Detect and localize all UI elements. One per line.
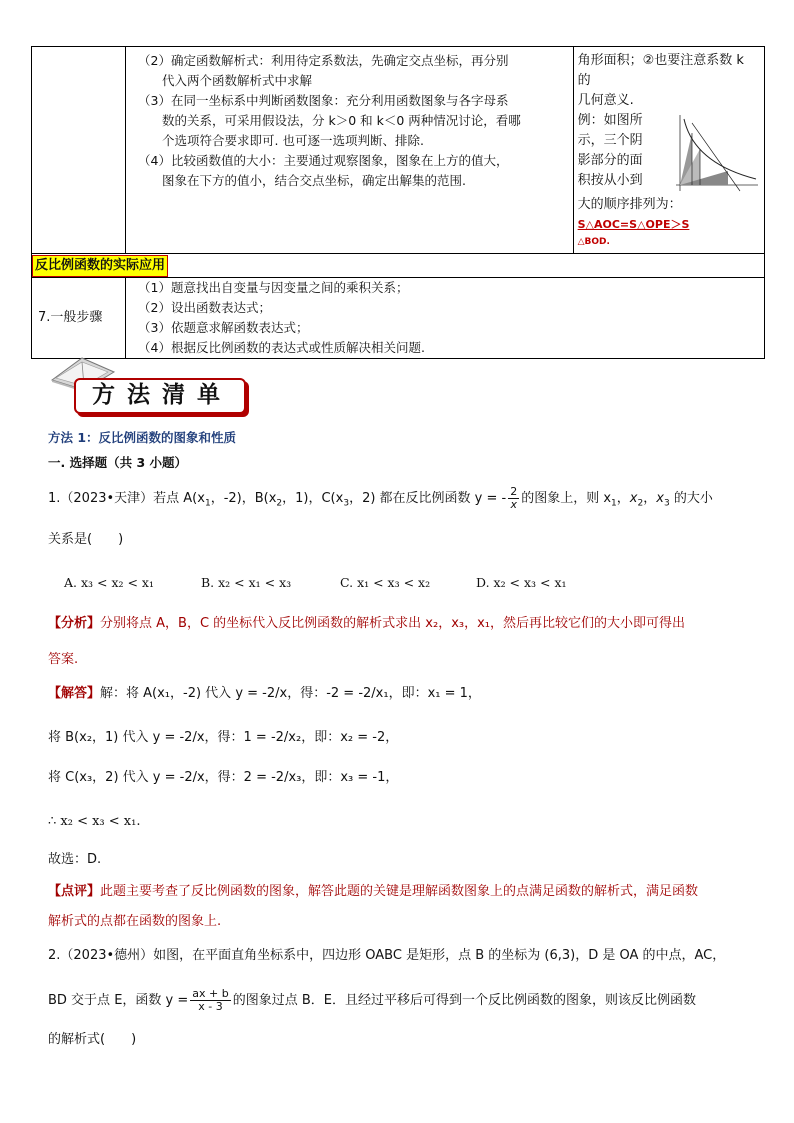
question-1-stem-line2: 关系是( ) bbox=[48, 532, 124, 547]
analysis-line2: 答案. bbox=[48, 652, 79, 667]
solution-line-3: 将 C(x₃，2) 代入 y = -2/x，得：2 = -2/x₃，即：x₃ = -1， bbox=[48, 770, 399, 785]
table-line: 几何意义. bbox=[577, 93, 634, 108]
table-line: 代入两个函数解析式中求解 bbox=[162, 73, 313, 88]
table-line: 积按从小到 bbox=[577, 173, 643, 188]
option-a: A. x₃ < x₂ < x₁ bbox=[64, 575, 154, 590]
solution-line-2: 将 B(x₂，1) 代入 y = -2/x，得：1 = -2/x₂，即：x₂ = -2， bbox=[48, 730, 399, 745]
table-cell-example bbox=[573, 47, 764, 254]
question-2-line1: 2.（2023•德州）如图，在平面直角坐标系中，四边形 OABC 是矩形，点 B 的坐标为 (6,3)，D 是 OA 的中点，AC， bbox=[48, 948, 726, 963]
hyperbola-figure bbox=[670, 113, 760, 193]
table-cell-empty bbox=[32, 47, 126, 254]
option-b: B. x₂ < x₁ < x₃ bbox=[201, 575, 292, 590]
choice-line: 故选：D. bbox=[48, 852, 102, 867]
table-line: 影部分的面 bbox=[577, 153, 643, 168]
table-line: （4）根据反比例函数的表达式或性质解决相关问题. bbox=[138, 340, 425, 355]
table-line: 大的顺序排列为：S△AOC=S△OPE＞S bbox=[577, 197, 690, 231]
table-line: （2）设出函数表达式； bbox=[138, 300, 271, 315]
table-line: 个选项符合要求即可. 也可逐一选项判断、排除. bbox=[162, 133, 424, 148]
fraction: $\frac{ax + b}{x - 3}$ bbox=[192, 987, 229, 1013]
method-title: 方法 1：反比例函数的图象和性质 bbox=[48, 430, 237, 445]
fraction: $\frac{2}{x}$ bbox=[510, 485, 518, 511]
table-row bbox=[32, 47, 765, 254]
table-cell-steps-label: 7.一般步骤 bbox=[32, 278, 126, 359]
table-line: （3）依题意求解函数表达式； bbox=[138, 320, 309, 335]
table-line: 图象在下方的值小，结合交点坐标，确定出解集的范围. bbox=[162, 173, 466, 188]
banner-title: 方 法 清 单 bbox=[92, 382, 223, 408]
table-row bbox=[32, 278, 765, 359]
table-line: （2）确定函数解析式：利用待定系数法，先确定交点坐标，再分别 bbox=[138, 53, 509, 68]
section-header: 反比例函数的实际应用 bbox=[32, 255, 168, 277]
answer-tail: △BOD. bbox=[577, 237, 610, 247]
table-line: 示，三个阴 bbox=[577, 133, 643, 148]
option-c: C. x₁ < x₃ < x₂ bbox=[340, 575, 431, 590]
option-d: D. x₂ < x₃ < x₁ bbox=[476, 575, 567, 590]
table-row bbox=[32, 254, 765, 278]
answer-text: S△AOC=S△OPE＞S bbox=[577, 218, 690, 231]
question-2-line3: 的解析式( ) bbox=[48, 1032, 137, 1047]
question-2-line2: BD 交于点 E，函数 y = $\frac{ax + b}{x - 3}$ 的图象过点 B．E．且经过平移后可得到一个反比例函数的图象，则该反比例函数 bbox=[48, 987, 696, 1013]
solution-line-4: ∴ x₂ < x₃ < x₁. bbox=[48, 814, 141, 829]
table-line: （1）题意找出自变量与因变量之间的乘积关系； bbox=[138, 280, 409, 295]
comment: 【点评】此题主要考查了反比例函数的图象，解答此题的关键是理解函数图象上的点满足函数的解析式，满足函数 bbox=[48, 884, 699, 899]
table-line: 例：如图所 bbox=[577, 113, 643, 128]
section-header-cell bbox=[32, 254, 765, 278]
solution-tag: 【解答】 bbox=[48, 686, 101, 701]
comment-line2: 解析式的点都在函数的图象上. bbox=[48, 914, 222, 929]
table-line: （4）比较函数值的大小：主要通过观察图象，图象在上方的值大， bbox=[138, 153, 509, 168]
table-line: 数的关系，可采用假设法，分 k＞0 和 k＜0 两种情况讨论，看哪 bbox=[162, 113, 521, 128]
table-line: （3）在同一坐标系中判断函数图象：充分利用函数图象与各字母系 bbox=[138, 93, 509, 108]
table-cell-methods bbox=[126, 47, 574, 254]
solution-line-1: 【解答】解：将 A(x₁，-2) 代入 y = -2/x，得：-2 = -2/x₁，即：x₁ = 1， bbox=[48, 686, 481, 701]
analysis: 【分析】分别将点 A，B，C 的坐标代入反比例函数的解析式求出 x₂，x₃，x₁，然后再比较它们的大小即可得出 bbox=[48, 616, 686, 631]
method-banner bbox=[48, 352, 248, 418]
table-cell-steps bbox=[126, 278, 765, 359]
knowledge-table bbox=[31, 46, 765, 359]
comment-tag: 【点评】 bbox=[48, 884, 101, 899]
question-1-stem: 1.（2023•天津）若点 $A(x_1$，-2)，$B(x_2$，1)，$C(x_3$，2) 都在反比例函数 y = - $\frac{2}{x}$ 的图象上，则 $x_1$，$x_2$，$x_3$ 的大小 bbox=[48, 485, 713, 511]
section-title: 一. 选择题（共 3 小题） bbox=[48, 455, 188, 470]
table-line: 角形面积；②也要注意系数 k 的 bbox=[577, 53, 744, 88]
analysis-tag: 【分析】 bbox=[48, 616, 101, 631]
